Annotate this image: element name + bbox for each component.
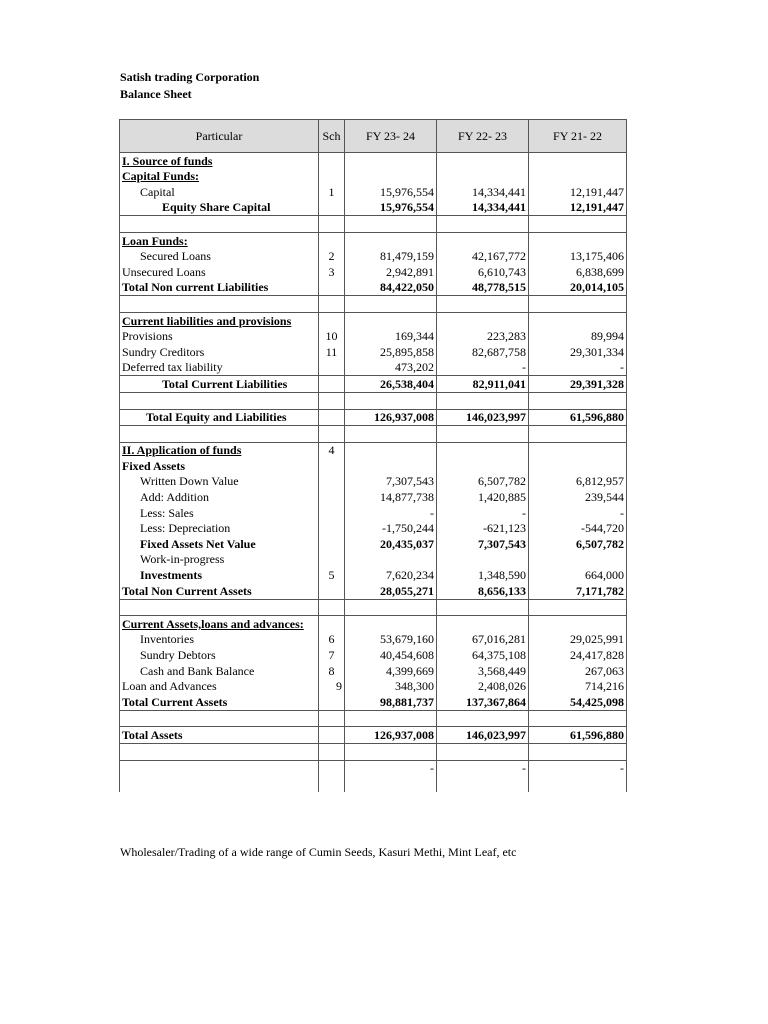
fy-22-23-cell	[437, 426, 529, 443]
sch-cell	[319, 312, 345, 328]
sch-cell	[319, 710, 345, 727]
fy-22-23-cell	[437, 169, 529, 185]
fy-22-23-cell: 6,507,782	[437, 474, 529, 490]
particular-cell: Deferred tax liability	[120, 360, 319, 376]
table-row	[120, 249, 627, 265]
particular-cell: Loan Funds:	[120, 232, 319, 248]
fy-23-24-cell: 98,881,737	[345, 694, 437, 710]
fy-22-23-cell: 14,334,441	[437, 184, 529, 200]
fy-21-22-cell: 6,812,957	[529, 474, 627, 490]
fy-21-22-cell: 61,596,880	[529, 727, 627, 744]
particular-cell: Less: Sales	[120, 505, 319, 521]
fy-23-24-cell	[345, 552, 437, 568]
fy-23-24-cell: 40,454,608	[345, 647, 437, 663]
fy-23-24-cell: 126,937,008	[345, 727, 437, 744]
particular-cell: Capital	[120, 184, 319, 200]
particular-cell: Secured Loans	[120, 249, 319, 265]
sch-cell: 8	[319, 663, 345, 679]
particular-cell	[120, 392, 319, 409]
fy-23-24-cell: 28,055,271	[345, 583, 437, 599]
fy-21-22-cell	[529, 312, 627, 328]
fy-21-22-cell: 89,994	[529, 329, 627, 345]
fy-22-23-cell	[437, 616, 529, 632]
sch-cell	[319, 505, 345, 521]
particular-cell: Total Current Assets	[120, 694, 319, 710]
fy-22-23-cell: 48,778,515	[437, 280, 529, 296]
business-description: Wholesaler/Trading of a wide range of Cumin Seeds, Kasuri Methi, Mint Leaf, etc	[120, 845, 517, 859]
sch-cell	[319, 760, 345, 776]
fy-23-24-cell	[345, 312, 437, 328]
fy-22-23-cell: 223,283	[437, 329, 529, 345]
sch-cell	[319, 409, 345, 426]
table-row	[120, 232, 627, 248]
fy-22-23-cell: -	[437, 760, 529, 776]
sch-cell	[319, 776, 345, 792]
fy-21-22-cell: 714,216	[529, 679, 627, 695]
fy-22-23-cell: 82,687,758	[437, 344, 529, 360]
fy-23-24-cell: 84,422,050	[345, 280, 437, 296]
fy-21-22-cell: 6,507,782	[529, 536, 627, 552]
table-row	[120, 329, 627, 345]
particular-cell: Fixed Assets Net Value	[120, 536, 319, 552]
fy-23-24-cell: 126,937,008	[345, 409, 437, 426]
fy-22-23-cell: 82,911,041	[437, 376, 529, 393]
fy-23-24-cell: 25,895,858	[345, 344, 437, 360]
fy-23-24-cell	[345, 392, 437, 409]
particular-cell: Cash and Bank Balance	[120, 663, 319, 679]
fy-22-23-cell: 67,016,281	[437, 632, 529, 648]
column-header-fy-23-24: FY 23- 24	[345, 120, 437, 153]
sch-cell	[319, 216, 345, 233]
particular-cell: Inventories	[120, 632, 319, 648]
particular-cell: Sundry Debtors	[120, 647, 319, 663]
sch-cell	[319, 583, 345, 599]
fy-22-23-cell: 14,334,441	[437, 200, 529, 216]
sch-cell: 9	[319, 679, 345, 695]
column-header-sch: Sch	[319, 120, 345, 153]
fy-22-23-cell	[437, 710, 529, 727]
fy-22-23-cell	[437, 442, 529, 458]
column-header-fy-22-23: FY 22- 23	[437, 120, 529, 153]
fy-21-22-cell	[529, 710, 627, 727]
table-row-blank	[120, 296, 627, 313]
fy-22-23-cell: 146,023,997	[437, 727, 529, 744]
particular-cell: Investments	[120, 567, 319, 583]
particular-cell: Total Equity and Liabilities	[120, 409, 319, 426]
fy-21-22-cell	[529, 458, 627, 474]
fy-23-24-cell	[345, 232, 437, 248]
table-row	[120, 536, 627, 552]
fy-23-24-cell	[345, 710, 437, 727]
particular-cell: Total Non current Liabilities	[120, 280, 319, 296]
fy-21-22-cell	[529, 616, 627, 632]
particular-cell	[120, 296, 319, 313]
fy-21-22-cell: 20,014,105	[529, 280, 627, 296]
sch-cell	[319, 280, 345, 296]
fy-21-22-cell: 12,191,447	[529, 184, 627, 200]
sch-cell: 10	[319, 329, 345, 345]
fy-22-23-cell	[437, 232, 529, 248]
fy-23-24-cell	[345, 743, 437, 760]
fy-22-23-cell: 1,348,590	[437, 567, 529, 583]
fy-21-22-cell	[529, 776, 627, 792]
table-row-blank	[120, 760, 627, 776]
table-row	[120, 679, 627, 695]
table-row-blank	[120, 426, 627, 443]
fy-21-22-cell: 664,000	[529, 567, 627, 583]
table-row	[120, 409, 627, 426]
fy-23-24-cell: 15,976,554	[345, 200, 437, 216]
table-row	[120, 344, 627, 360]
fy-22-23-cell: 42,167,772	[437, 249, 529, 265]
fy-23-24-cell: 20,435,037	[345, 536, 437, 552]
sch-cell: 1	[319, 184, 345, 200]
table-row	[120, 184, 627, 200]
particular-cell: Current liabilities and provisions	[120, 312, 319, 328]
fy-22-23-cell	[437, 153, 529, 169]
fy-23-24-cell: 473,202	[345, 360, 437, 376]
particular-cell: Current Assets,loans and advances:	[120, 616, 319, 632]
fy-21-22-cell: 29,391,328	[529, 376, 627, 393]
sch-cell	[319, 552, 345, 568]
particular-cell	[120, 599, 319, 616]
sch-cell	[319, 521, 345, 537]
sch-cell	[319, 392, 345, 409]
fy-22-23-cell: 1,420,885	[437, 489, 529, 505]
sch-cell: 3	[319, 264, 345, 280]
fy-22-23-cell	[437, 296, 529, 313]
table-row	[120, 616, 627, 632]
table-row	[120, 264, 627, 280]
particular-cell	[120, 776, 319, 792]
fy-22-23-cell: 146,023,997	[437, 409, 529, 426]
fy-22-23-cell: -	[437, 360, 529, 376]
fy-21-22-cell: -544,720	[529, 521, 627, 537]
fy-22-23-cell	[437, 216, 529, 233]
fy-21-22-cell	[529, 552, 627, 568]
table-row	[120, 552, 627, 568]
fy-23-24-cell	[345, 616, 437, 632]
table-row	[120, 694, 627, 710]
particular-cell: Sundry Creditors	[120, 344, 319, 360]
particular-cell: Total Assets	[120, 727, 319, 744]
fy-22-23-cell	[437, 552, 529, 568]
fy-21-22-cell: 7,171,782	[529, 583, 627, 599]
particular-cell: Capital Funds:	[120, 169, 319, 185]
fy-22-23-cell: -	[437, 505, 529, 521]
fy-21-22-cell: 6,838,699	[529, 264, 627, 280]
fy-23-24-cell: 7,620,234	[345, 567, 437, 583]
fy-21-22-cell: 239,544	[529, 489, 627, 505]
sch-cell	[319, 426, 345, 443]
fy-22-23-cell: 8,656,133	[437, 583, 529, 599]
fy-23-24-cell: 2,942,891	[345, 264, 437, 280]
fy-21-22-cell: 29,301,334	[529, 344, 627, 360]
sch-cell	[319, 153, 345, 169]
table-row	[120, 567, 627, 583]
sch-cell: 11	[319, 344, 345, 360]
table-row-blank	[120, 743, 627, 760]
particular-cell	[120, 710, 319, 727]
fy-23-24-cell: 348,300	[345, 679, 437, 695]
sch-cell	[319, 489, 345, 505]
particular-cell: Total Non Current Assets	[120, 583, 319, 599]
column-header-particular: Particular	[120, 120, 319, 153]
fy-23-24-cell	[345, 599, 437, 616]
fy-21-22-cell: -	[529, 760, 627, 776]
fy-23-24-cell: 7,307,543	[345, 474, 437, 490]
fy-23-24-cell: 14,877,738	[345, 489, 437, 505]
fy-21-22-cell	[529, 216, 627, 233]
fy-23-24-cell: 81,479,159	[345, 249, 437, 265]
fy-23-24-cell: -	[345, 505, 437, 521]
fy-21-22-cell: 54,425,098	[529, 694, 627, 710]
fy-22-23-cell: 7,307,543	[437, 536, 529, 552]
fy-22-23-cell: 64,375,108	[437, 647, 529, 663]
fy-22-23-cell	[437, 599, 529, 616]
fy-23-24-cell: 4,399,669	[345, 663, 437, 679]
sch-cell	[319, 536, 345, 552]
fy-22-23-cell: 137,367,864	[437, 694, 529, 710]
sch-cell	[319, 200, 345, 216]
fy-22-23-cell	[437, 743, 529, 760]
fy-23-24-cell: 26,538,404	[345, 376, 437, 393]
fy-23-24-cell	[345, 426, 437, 443]
document-title: Balance Sheet	[120, 87, 192, 101]
fy-22-23-cell	[437, 312, 529, 328]
fy-21-22-cell	[529, 426, 627, 443]
table-row	[120, 280, 627, 296]
company-name: Satish trading Corporation	[120, 70, 260, 84]
table-row	[120, 647, 627, 663]
particular-cell: II. Application of funds	[120, 442, 319, 458]
table-header-row	[120, 120, 627, 153]
fy-23-24-cell	[345, 153, 437, 169]
table-row-blank	[120, 392, 627, 409]
fy-23-24-cell	[345, 296, 437, 313]
particular-cell: Unsecured Loans	[120, 264, 319, 280]
fy-21-22-cell: 13,175,406	[529, 249, 627, 265]
fy-23-24-cell: 15,976,554	[345, 184, 437, 200]
fy-21-22-cell: 267,063	[529, 663, 627, 679]
fy-23-24-cell: 169,344	[345, 329, 437, 345]
fy-23-24-cell	[345, 458, 437, 474]
table-row	[120, 376, 627, 393]
table-row	[120, 169, 627, 185]
sch-cell	[319, 376, 345, 393]
fy-22-23-cell: 2,408,026	[437, 679, 529, 695]
fy-23-24-cell	[345, 216, 437, 233]
particular-cell: Equity Share Capital	[120, 200, 319, 216]
balance-sheet-table	[119, 119, 627, 792]
fy-23-24-cell: 53,679,160	[345, 632, 437, 648]
table-row	[120, 153, 627, 169]
fy-21-22-cell	[529, 442, 627, 458]
sch-cell: 2	[319, 249, 345, 265]
table-row	[120, 632, 627, 648]
sch-cell: 4	[319, 442, 345, 458]
table-row	[120, 442, 627, 458]
sch-cell	[319, 616, 345, 632]
fy-22-23-cell	[437, 776, 529, 792]
fy-21-22-cell	[529, 232, 627, 248]
fy-23-24-cell: -1,750,244	[345, 521, 437, 537]
fy-22-23-cell: 3,568,449	[437, 663, 529, 679]
fy-21-22-cell: 24,417,828	[529, 647, 627, 663]
fy-21-22-cell	[529, 153, 627, 169]
table-row	[120, 458, 627, 474]
particular-cell	[120, 760, 319, 776]
sch-cell	[319, 169, 345, 185]
particular-cell: Loan and Advances	[120, 679, 319, 695]
sch-cell: 5	[319, 567, 345, 583]
table-row	[120, 360, 627, 376]
particular-cell: Work-in-progress	[120, 552, 319, 568]
sch-cell: 7	[319, 647, 345, 663]
fy-21-22-cell	[529, 296, 627, 313]
sch-cell	[319, 360, 345, 376]
sch-cell	[319, 727, 345, 744]
sch-cell: 6	[319, 632, 345, 648]
sch-cell	[319, 474, 345, 490]
particular-cell: I. Source of funds	[120, 153, 319, 169]
table-row-blank	[120, 776, 627, 792]
particular-cell: Provisions	[120, 329, 319, 345]
sch-cell	[319, 232, 345, 248]
fy-21-22-cell	[529, 743, 627, 760]
table-row	[120, 474, 627, 490]
fy-21-22-cell: 61,596,880	[529, 409, 627, 426]
particular-cell: Add: Addition	[120, 489, 319, 505]
table-row	[120, 583, 627, 599]
fy-23-24-cell	[345, 442, 437, 458]
particular-cell	[120, 216, 319, 233]
particular-cell: Fixed Assets	[120, 458, 319, 474]
fy-21-22-cell	[529, 599, 627, 616]
table-row	[120, 312, 627, 328]
sch-cell	[319, 599, 345, 616]
fy-23-24-cell	[345, 776, 437, 792]
sch-cell	[319, 694, 345, 710]
fy-21-22-cell: 12,191,447	[529, 200, 627, 216]
table-row	[120, 663, 627, 679]
fy-21-22-cell: -	[529, 505, 627, 521]
fy-22-23-cell: -621,123	[437, 521, 529, 537]
particular-cell: Written Down Value	[120, 474, 319, 490]
table-row-blank	[120, 599, 627, 616]
table-row	[120, 489, 627, 505]
table-row	[120, 521, 627, 537]
column-header-fy-21-22: FY 21- 22	[529, 120, 627, 153]
fy-23-24-cell: -	[345, 760, 437, 776]
particular-cell	[120, 743, 319, 760]
fy-21-22-cell: 29,025,991	[529, 632, 627, 648]
fy-21-22-cell	[529, 392, 627, 409]
table-row	[120, 200, 627, 216]
fy-22-23-cell	[437, 392, 529, 409]
sch-cell	[319, 458, 345, 474]
particular-cell	[120, 426, 319, 443]
fy-21-22-cell	[529, 169, 627, 185]
fy-21-22-cell: -	[529, 360, 627, 376]
particular-cell: Less: Depreciation	[120, 521, 319, 537]
table-row-blank	[120, 216, 627, 233]
fy-23-24-cell	[345, 169, 437, 185]
fy-22-23-cell	[437, 458, 529, 474]
table-row	[120, 727, 627, 744]
sch-cell	[319, 296, 345, 313]
sch-cell	[319, 743, 345, 760]
table-row	[120, 505, 627, 521]
particular-cell: Total Current Liabilities	[120, 376, 319, 393]
table-row-blank	[120, 710, 627, 727]
fy-22-23-cell: 6,610,743	[437, 264, 529, 280]
